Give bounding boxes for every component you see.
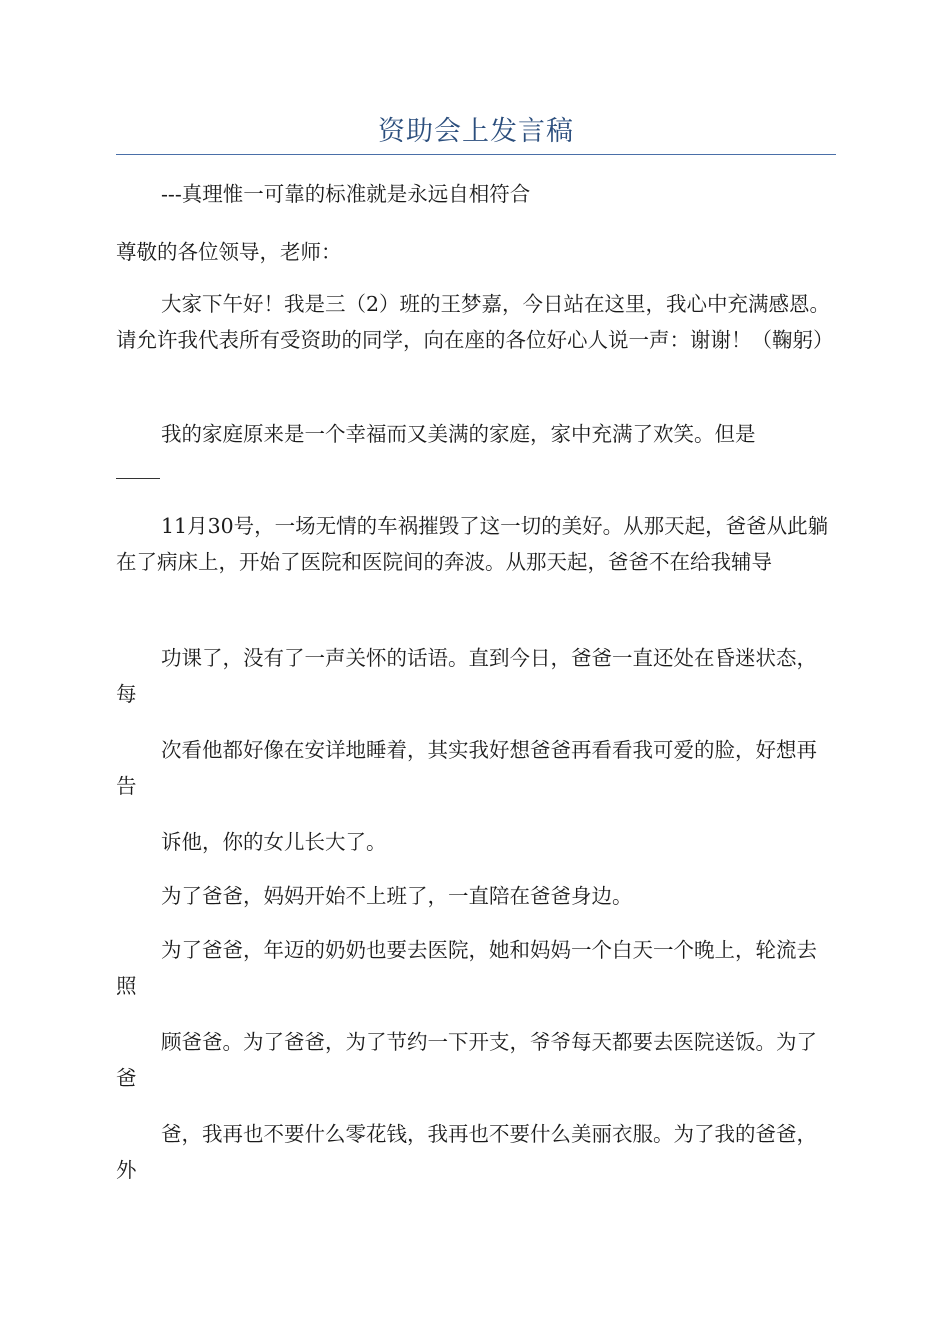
paragraph-7: 为了爸爸，妈妈开始不上班了，一直陪在爸爸身边。 xyxy=(161,884,633,908)
title-underline xyxy=(116,154,836,155)
em-dash-continuation xyxy=(116,478,160,479)
paragraph-1: 大家下午好！我是三（2）班的王梦嘉，今日站在这里，我心中充满感恩。请允许我代表所有受资助的同学，向在座的各位好心人说一声：谢谢！（鞠躬） xyxy=(116,292,834,352)
paragraph-3: 11月30号，一场无情的车祸摧毁了这一切的美好。从那天起，爸爸从此躺在了病床上，开始了医院和医院间的奔波。从那天起，爸爸不在给我辅导 xyxy=(116,514,829,574)
paragraph-6: 诉他，你的女儿长大了。 xyxy=(161,830,387,854)
document-title: 资助会上发言稿 xyxy=(378,116,574,147)
paragraph-10: 爸，我再也不要什么零花钱，我再也不要什么美丽衣服。为了我的爸爸，外 xyxy=(116,1122,817,1182)
paragraph-8: 为了爸爸，年迈的奶奶也要去医院，她和妈妈一个白天一个晚上，轮流去照 xyxy=(116,938,817,998)
salutation: 尊敬的各位领导，老师： xyxy=(116,240,342,264)
paragraph-9: 顾爸爸。为了爸爸，为了节约一下开支，爷爷每天都要去医院送饭。为了爸 xyxy=(116,1030,817,1090)
paragraph-4: 功课了，没有了一声关怀的话语。直到今日，爸爸一直还处在昏迷状态，每 xyxy=(116,646,817,706)
subtitle-quote: ---真理惟一可靠的标准就是永远自相符合 xyxy=(161,182,531,206)
paragraph-5: 次看他都好像在安详地睡着，其实我好想爸爸再看看我可爱的脸，好想再告 xyxy=(116,738,817,798)
paragraph-2: 我的家庭原来是一个幸福而又美满的家庭，家中充满了欢笑。但是 xyxy=(161,422,756,446)
